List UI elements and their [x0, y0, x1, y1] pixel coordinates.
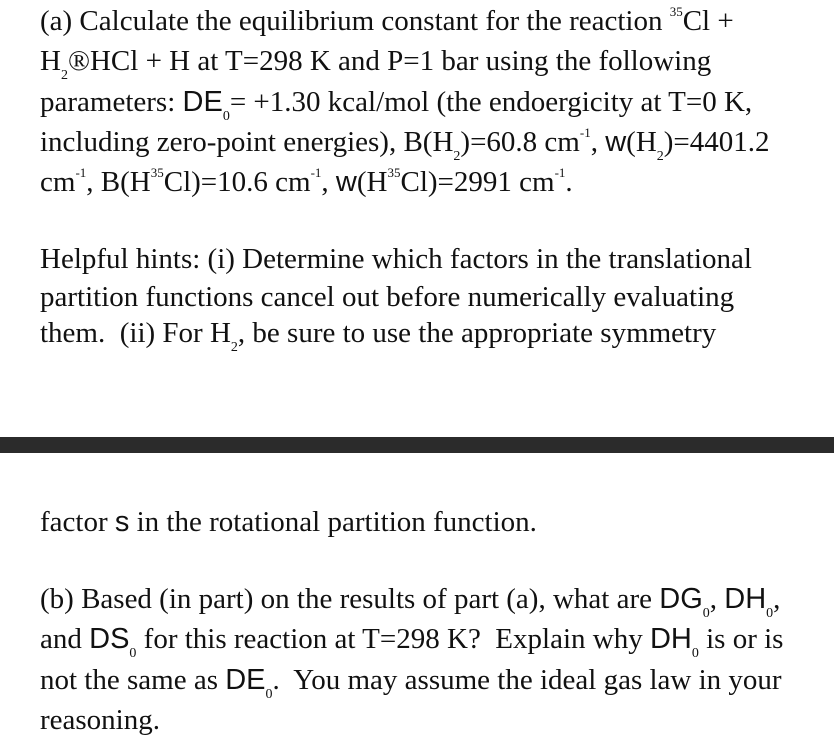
- part-a-line-5: $cm^{-1}$, $B(H^{35}Cl)=10.6$ $cm^{-1}$, $w(H^{35}Cl)=2991$ $cm^{-1}$.: [40, 165, 573, 198]
- part-a-line-1: (a) Calculate the equilibrium constant for the reaction $^{35}$Cl +: [40, 4, 734, 37]
- continuation-line: factor s in the rotational partition function.: [40, 506, 537, 538]
- page-divider: [0, 437, 834, 453]
- hints-line-3: them. (ii) For $H_2$, be sure to use the appropriate symmetry: [40, 317, 717, 355]
- part-a-line-3: parameters: $DE_0= +1.30$ kcal/mol (the endoergicity at T=0 K,: [40, 86, 753, 124]
- hints-line-2: partition functions cancel out before numerically evaluating: [40, 281, 735, 313]
- part-b-line-2: and $DS_0$ for this reaction at T=298 K? Explain why $DH_0$ is or is: [40, 623, 784, 661]
- part-b-line-3: not the same as $DE_0$. You may assume the ideal gas law in your: [40, 664, 782, 702]
- part-b-line-1: (b) Based (in part) on the results of part (a), what are $DG_0$, $DH_0$,: [40, 583, 781, 621]
- part-a-line-2: $H_2®HCl + H$ at T=298 K and P=1 bar using the following: [40, 45, 712, 83]
- hints-line-1: Helpful hints: (i) Determine which factors in the translational: [40, 243, 752, 275]
- part-b-line-4: reasoning.: [40, 704, 160, 736]
- part-a-line-4: including zero-point energies), $B(H_2)=60.8$ $cm^{-1}$, $w(H_2)=4401.2$: [40, 125, 770, 164]
